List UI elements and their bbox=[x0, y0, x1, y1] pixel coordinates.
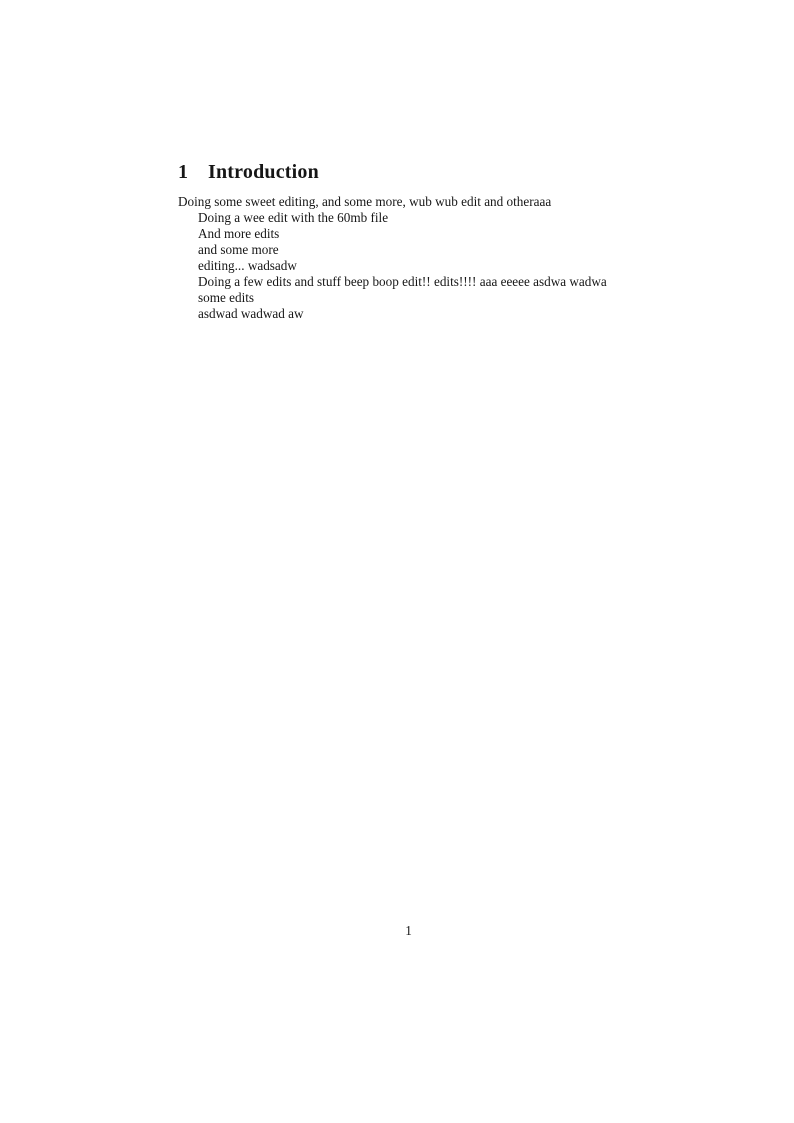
paragraph: And more edits bbox=[198, 226, 280, 241]
section-number: 1 bbox=[178, 161, 189, 183]
paragraph: and some more bbox=[198, 242, 279, 257]
paragraph: Doing a wee edit with the 60mb file bbox=[198, 210, 389, 225]
section-heading bbox=[178, 161, 639, 184]
paragraph: editing... wadsadw bbox=[198, 258, 297, 273]
page-number: 1 bbox=[405, 923, 412, 938]
paragraph: asdwad wadwad aw bbox=[198, 306, 304, 321]
section-title: Introduction bbox=[208, 161, 319, 183]
paragraph: Doing a few edits and stuff beep boop edit!! edits!!!! aaa eeeee asdwa wadwa bbox=[198, 274, 607, 289]
paragraph: some edits bbox=[198, 290, 255, 305]
text-block bbox=[178, 161, 639, 322]
paragraph: Doing some sweet editing, and some more, wub wub edit and otheraaa bbox=[178, 194, 552, 209]
